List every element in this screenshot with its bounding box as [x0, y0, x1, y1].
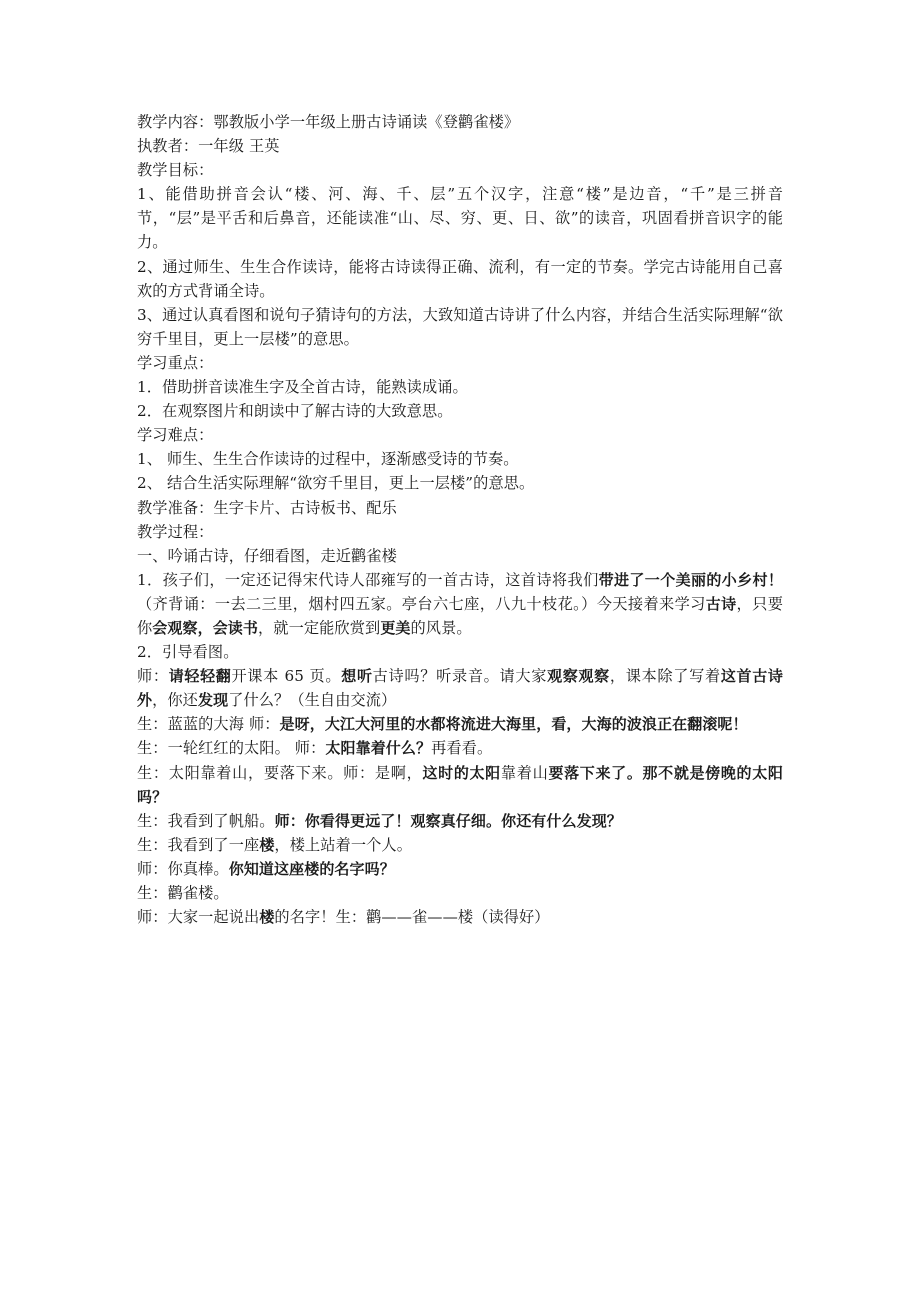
text-run: 生：蓝蓝的大海 师：: [137, 715, 280, 734]
paragraph-dialogue-6: [137, 833, 783, 857]
text-run-emphasis: 楼: [259, 908, 275, 927]
paragraph-goal-2: [137, 255, 783, 303]
paragraph-section-one: [137, 544, 783, 568]
text-run: 生：我看到了帆船。: [137, 811, 275, 830]
text-run: 教学内容：鄂教版小学一年级上册古诗诵读《登鹳雀楼》: [137, 113, 520, 131]
paragraph-focus-heading: [137, 351, 783, 375]
text-run-emphasis: 想听: [341, 667, 373, 686]
paragraph-teaching-content: [137, 110, 783, 134]
text-run-emphasis: 会观察，会读书: [152, 618, 258, 637]
text-run-emphasis: 楼: [259, 835, 275, 854]
text-run: 2、通过师生、生生合作读诗，能将古诗读得正确、流利，有一定的节奏。学完古诗能用自己喜欢的方式背诵全诗。: [137, 257, 783, 300]
text-run: 1．孩子们，一定还记得宋代诗人邵雍写的一首古诗，这首诗将我们: [137, 570, 599, 589]
text-run: 学习难点：: [137, 426, 214, 445]
paragraph-focus-1: [137, 375, 783, 399]
paragraph-step-1: [137, 568, 783, 640]
paragraph-step-2: [137, 640, 783, 664]
paragraph-dialogue-1: [137, 664, 783, 712]
text-run-emphasis: 发现: [197, 691, 229, 710]
text-run: 教学准备：生字卡片、古诗板书、配乐: [137, 498, 397, 517]
text-run: ，就一定能欣赏到: [258, 618, 381, 637]
text-run: （齐背诵：一去二三里，烟村四五家。亭台六七座，八九十枝花。）今天接着来学习: [137, 594, 706, 613]
document-body: [137, 110, 783, 929]
text-run: 古诗吗？听录音。请大家: [372, 667, 548, 686]
text-run-emphasis: 要落下来了。那不就是傍晚的太阳吗？: [137, 763, 783, 806]
text-run: 执教者：一年级 王英: [137, 137, 280, 156]
text-run-emphasis: 师：你看得更远了！观察真仔细。你还有什么发现？: [274, 811, 622, 830]
text-run: 2．引导看图。: [137, 643, 239, 662]
text-run: 师：: [137, 667, 169, 686]
text-run: 教学目标：: [137, 161, 214, 180]
text-run: 1、 师生、生生合作读诗的过程中，逐渐感受诗的节奏。: [137, 450, 519, 469]
paragraph-dialogue-5: [137, 809, 783, 833]
text-run-emphasis: 更美: [380, 618, 411, 637]
text-run: 2．在观察图片和朗读中了解古诗的大致意思。: [137, 402, 453, 421]
text-run: ，只要你: [137, 594, 783, 637]
text-run: 开课本 65 页。: [231, 667, 342, 686]
text-run-emphasis: 这时的太阳: [422, 763, 501, 782]
paragraph-dialogue-4: [137, 761, 783, 809]
paragraph-difficulty-heading: [137, 423, 783, 447]
text-run: 生：我看到了一座: [137, 835, 260, 854]
paragraph-difficulty-1: [137, 447, 783, 471]
paragraph-process-heading: [137, 520, 783, 544]
paragraph-dialogue-3: [137, 736, 783, 760]
text-run: 生：鹳雀楼。: [137, 884, 229, 902]
paragraph-goal-1: [137, 182, 783, 254]
text-run-emphasis: 观察观察: [547, 667, 610, 686]
text-run: 学习重点：: [137, 353, 214, 372]
text-run: 的名字！生：鹳——雀——楼（读得好）: [274, 908, 550, 927]
text-run: 2、 结合生活实际理解“欲穷千里目，更上一层楼”的意思。: [137, 474, 535, 493]
text-run-emphasis: 请轻轻翻: [168, 667, 232, 686]
text-run: ，楼上站着一个人。: [274, 835, 413, 854]
text-run: 教学过程：: [137, 522, 214, 541]
text-run-emphasis: 是呀，大江大河里的水都将流进大海里，看，大海的波浪正在翻滚呢！: [279, 715, 748, 734]
text-run: 1、能借助拼音会认“楼、河、海、千、层”五个汉字，注意“楼”是边音，“千”是三拼音节，“层”是平舌和后鼻音，还能读准“山、尽、穷、更、日、欲”的读音，巩固看拼音识字的能力。: [137, 185, 783, 252]
paragraph-teacher: [137, 134, 783, 158]
text-run-emphasis: 这首古诗外: [137, 667, 783, 710]
text-run: 1．借助拼音读准生字及全首古诗，能熟读成诵。: [137, 378, 468, 397]
text-run: 生：一轮红红的太阳。 师：: [137, 739, 326, 758]
paragraph-goals-heading: [137, 158, 783, 182]
text-run-emphasis: 带进了一个美丽的小乡村！: [598, 570, 783, 589]
text-run: 再看看。: [431, 739, 493, 758]
paragraph-dialogue-2: [137, 712, 783, 736]
text-run-emphasis: 你知道这座楼的名字吗？: [228, 859, 395, 878]
text-run: 靠着山: [500, 763, 549, 782]
paragraph-dialogue-9: [137, 905, 783, 929]
paragraph-focus-2: [137, 399, 783, 423]
text-run: 生：太阳靠着山，要落下来。师：是啊，: [137, 763, 423, 782]
paragraph-dialogue-8: [137, 881, 783, 905]
text-run: 师：大家一起说出: [137, 908, 260, 927]
text-run-emphasis: 古诗: [705, 594, 737, 613]
text-run: 师：你真棒。: [137, 859, 229, 878]
text-run: ，课本除了写着: [609, 667, 721, 686]
text-run: 3、通过认真看图和说句子猜诗句的方法，大致知道古诗讲了什么内容，并结合生活实际理解“欲穷千里目，更上一层楼”的意思。: [137, 305, 783, 348]
text-run: 一、吟诵古诗，仔细看图，走近鹳雀楼: [137, 546, 397, 565]
text-run: 的风景。: [410, 618, 472, 637]
paragraph-difficulty-2: [137, 471, 783, 495]
paragraph-dialogue-7: [137, 857, 783, 881]
text-run: ，你还: [152, 691, 198, 710]
paragraph-goal-3: [137, 303, 783, 351]
text-run: 了什么？（生自由交流）: [228, 691, 397, 710]
text-run-emphasis: 太阳靠着什么？: [325, 739, 432, 758]
paragraph-preparation: [137, 496, 783, 520]
